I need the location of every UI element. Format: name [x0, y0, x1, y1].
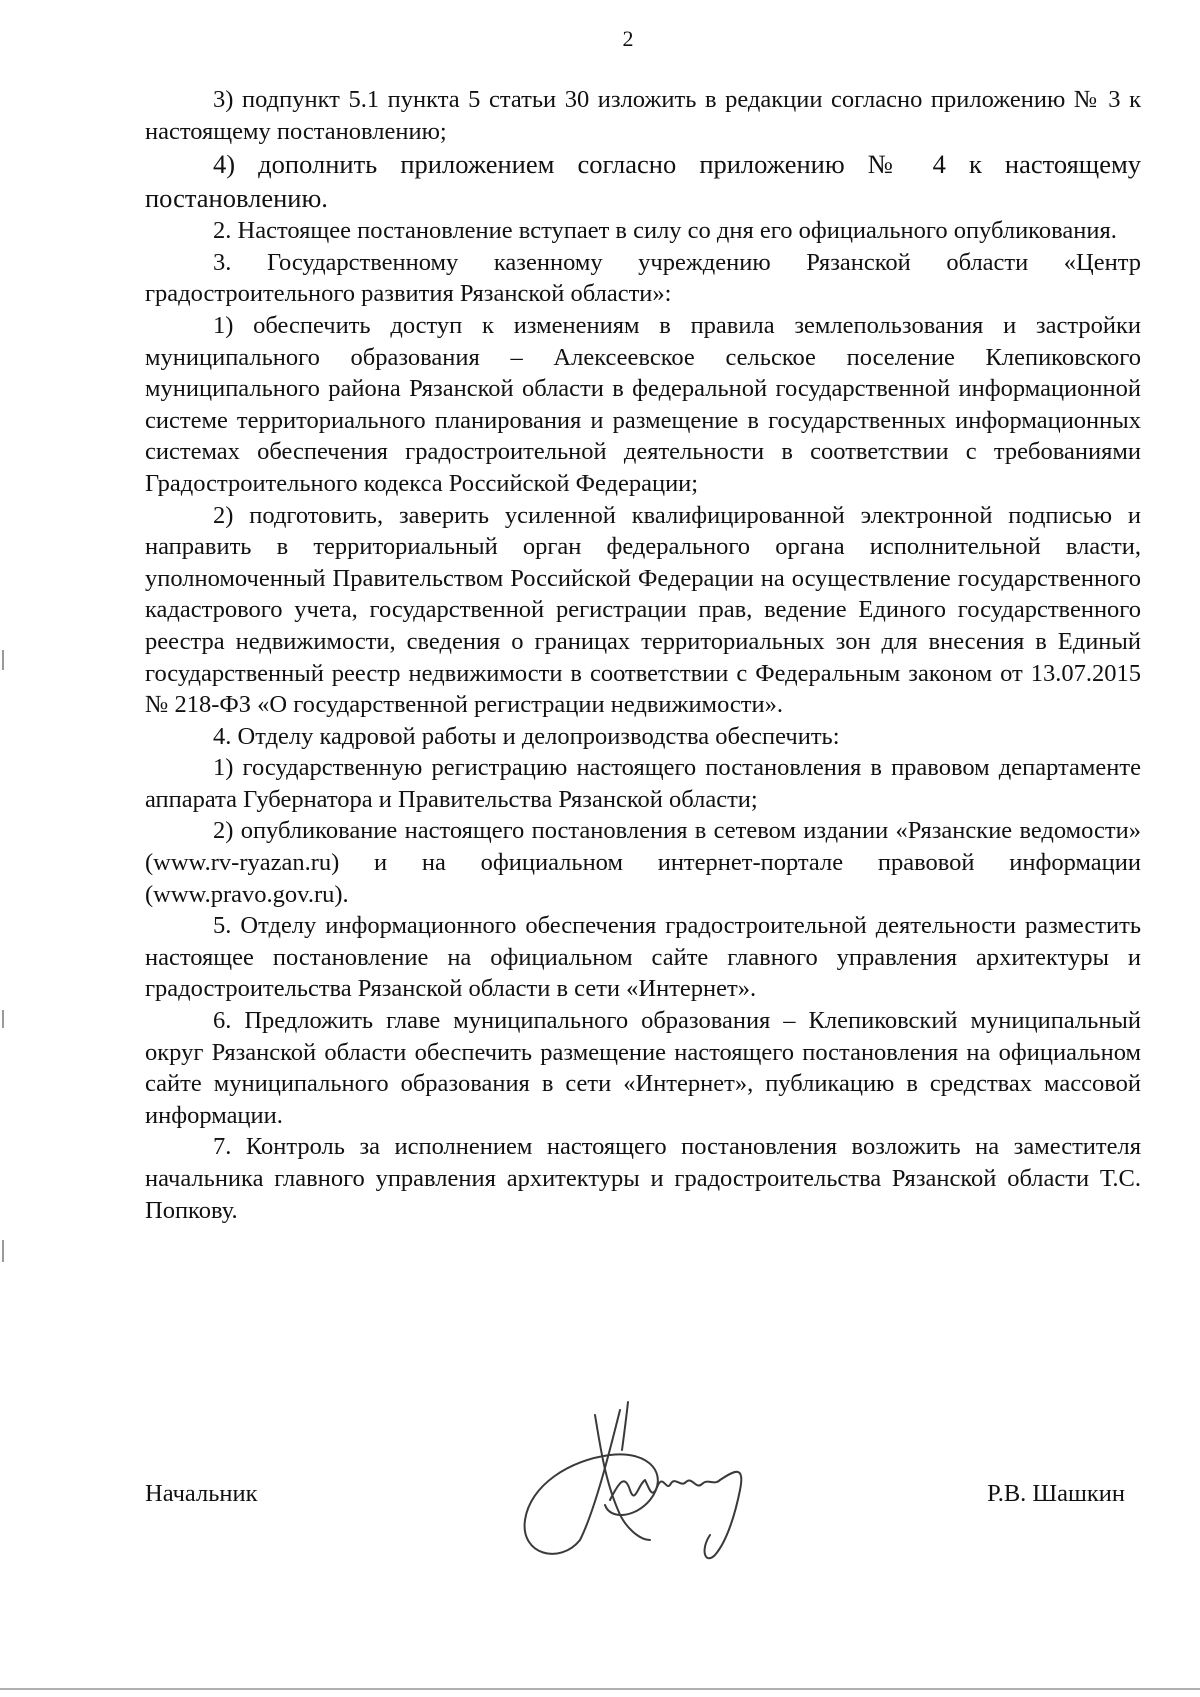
signatory-name: Р.В. Шашкин — [987, 1480, 1125, 1507]
paragraph-subitem-4: 4) дополнить приложением согласно приложению № 4 к настоящему постановлению. — [145, 149, 1141, 214]
paragraph-item-6: 6. Предложить главе муниципального образования – Клепиковский муниципальный округ Рязанской области обеспечить размещение настоящего постановления на официальном сайте муниципального образования в сети «Интернет», публикацию в средствах массовой информации. — [145, 1007, 1141, 1129]
paragraph-subitem-3: 3) подпункт 5.1 пункта 5 статьи 30 изложить в редакции согласно приложению № 3 к настоящему постановлению; — [145, 86, 1141, 145]
document-body — [145, 84, 1141, 1226]
paragraph-item-3-subitem-2: 2) подготовить, заверить усиленной квалифицированной электронной подписью и направить в территориальный орган федерального органа исполнительной власти, уполномоченный Правительством Российской Федерации на осуществление государственного кадастрового учета, государственной регистрации прав, ведение Единого государственного реестра недвижимости, сведения о границах территориальных зон для внесения в Единый государственный реестр недвижимости в соответствии с Федеральным законом от 13.07.2015 № 218-ФЗ «О государственной регистрации недвижимости». — [145, 501, 1141, 719]
paragraph-item-4-subitem-1: 1) государственную регистрацию настоящего постановления в правовом департаменте аппарата Губернатора и Правительства Рязанской области; — [145, 754, 1141, 813]
paragraph-item-7: 7. Контроль за исполнением настоящего постановления возложить на заместителя начальника главного управления архитектуры и градостроительства Рязанской области Т.С. Попкову. — [145, 1133, 1141, 1224]
scan-margin-mark — [2, 650, 4, 670]
paragraph-item-5: 5. Отделу информационного обеспечения градостроительной деятельности разместить настоящее постановление на официальном сайте главного управления архитектуры и градостроительства Рязанской области в сети «Интернет». — [145, 912, 1141, 1003]
handwritten-signature-icon — [500, 1390, 800, 1570]
paragraph-item-4: 4. Отделу кадровой работы и делопроизводства обеспечить: — [213, 722, 840, 750]
signatory-title: Начальник — [145, 1480, 258, 1507]
scan-margin-mark — [2, 1010, 4, 1028]
scan-bottom-edge — [0, 1688, 1200, 1690]
paragraph-item-2: 2. Настоящее постановление вступает в силу со дня его официального опубликования. — [213, 217, 1117, 245]
paragraph-item-3: 3. Государственному казенному учреждению Рязанской области «Центр градостроительного развития Рязанской области»: — [145, 248, 1141, 308]
page-number: 2 — [622, 26, 634, 51]
paragraph-item-3-subitem-1: 1) обеспечить доступ к изменениям в правила землепользования и застройки муниципального образования – Алексеевское сельское поселение Клепиковского муниципального района Рязанской области в федеральной государственной информационной системе территориального планирования и размещение в государственных информационных системах обеспечения градостроительной деятельности в соответствии с требованиями Градостроительного кодекса Российской Федерации; — [145, 311, 1141, 497]
scan-margin-mark — [2, 1240, 4, 1262]
paragraph-item-4-subitem-2: 2) опубликование настоящего постановления в сетевом издании «Рязанские ведомости» (www.rv-ryazan.ru) и на официальном интернет-портале правовой информации (www.pravo.gov.ru). — [145, 817, 1141, 908]
